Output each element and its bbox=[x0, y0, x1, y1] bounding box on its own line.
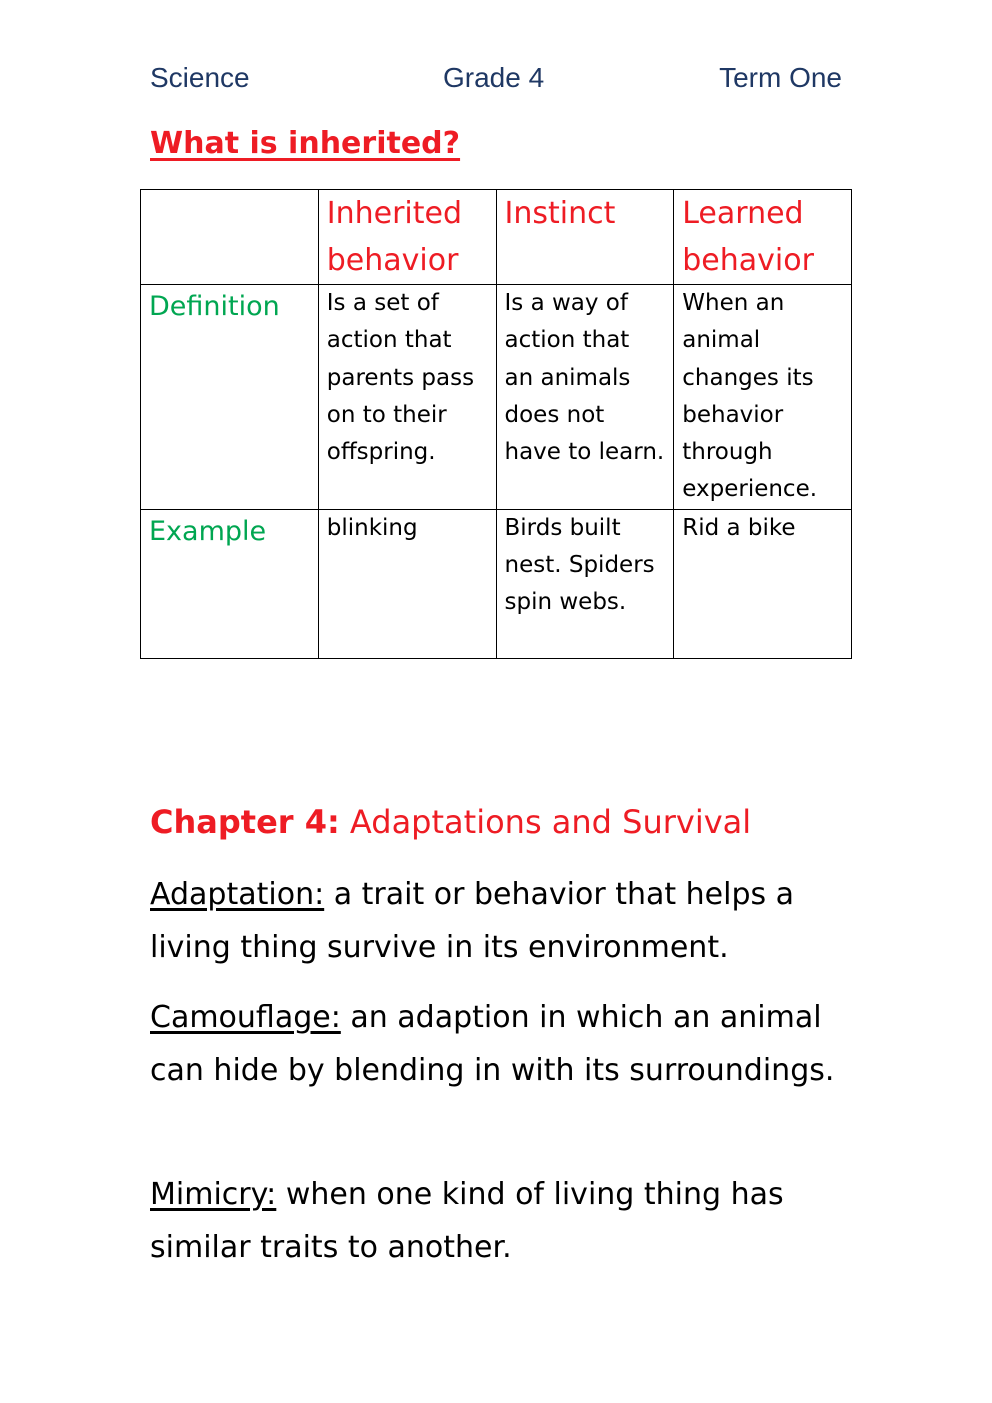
page-header bbox=[150, 62, 842, 98]
behavior-table bbox=[140, 189, 852, 659]
table-cell: Birds built nest. Spiders spin webs. bbox=[496, 509, 674, 658]
column-header-instinct: Instinct bbox=[496, 190, 674, 285]
term-mimicry: Mimicry: bbox=[150, 1177, 277, 1212]
chapter-title: Adaptations and Survival bbox=[349, 803, 752, 841]
table-corner-cell bbox=[141, 190, 319, 285]
definition-camouflage bbox=[150, 991, 850, 1097]
header-term: Term One bbox=[719, 62, 842, 93]
column-header-inherited: Inherited behavior bbox=[318, 190, 496, 285]
row-label-example: Example bbox=[141, 509, 319, 658]
table-row bbox=[141, 285, 852, 510]
header-grade: Grade 4 bbox=[443, 62, 545, 93]
table-cell: blinking bbox=[318, 509, 496, 658]
definition-text: a trait or behavior that helps a living thing survive in its environment. bbox=[150, 877, 795, 965]
table-cell: Is a set of action that parents pass on to their offspring. bbox=[318, 285, 496, 510]
section-title: What is inherited? bbox=[150, 126, 461, 161]
table-header-row bbox=[141, 190, 852, 285]
table-row bbox=[141, 509, 852, 658]
term-camouflage: Camouflage: bbox=[150, 1000, 341, 1035]
table-cell: Rid a bike bbox=[674, 509, 852, 658]
definition-adaptation bbox=[150, 868, 850, 974]
table-cell: When an animal changes its behavior through experience. bbox=[674, 285, 852, 510]
chapter-heading bbox=[150, 803, 751, 841]
table-cell: Is a way of action that an animals does not have to learn. bbox=[496, 285, 674, 510]
definition-text: when one kind of living thing has similar traits to another. bbox=[150, 1177, 784, 1265]
term-adaptation: Adaptation: bbox=[150, 877, 325, 912]
definition-mimicry bbox=[150, 1168, 850, 1274]
column-header-learned: Learned behavior bbox=[674, 190, 852, 285]
chapter-label: Chapter 4: bbox=[150, 803, 340, 841]
row-label-definition: Definition bbox=[141, 285, 319, 510]
definition-text: an adaption in which an animal can hide by blending in with its surroundings. bbox=[150, 1000, 835, 1088]
header-subject: Science bbox=[150, 62, 250, 93]
